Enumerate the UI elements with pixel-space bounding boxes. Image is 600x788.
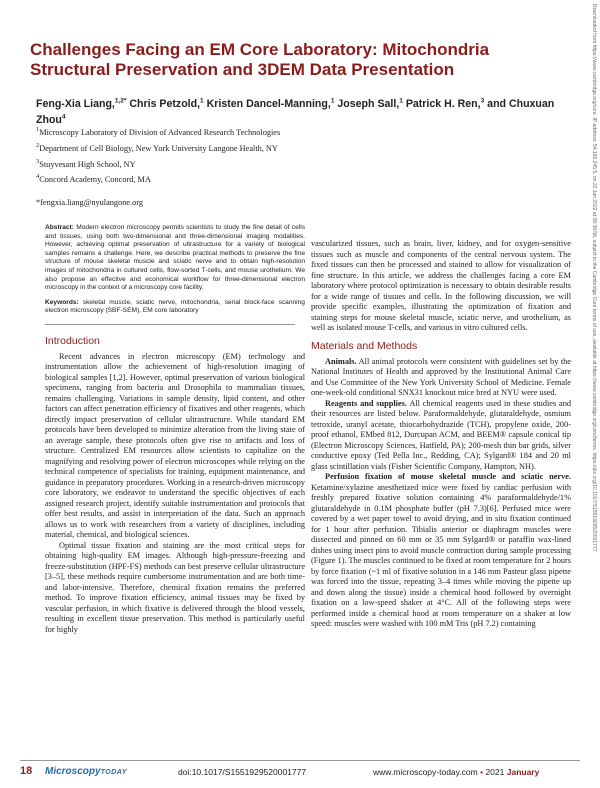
- journal-logo: MicroscopyTODAY: [45, 766, 127, 777]
- animals-paragraph: Animals. All animal protocols were consistent with guidelines set by the National Institutes of Health and approved by the Institutional Animal Care and Use Committee of the New York University School of Medicine. Female one-week-old conditional SNX31 knockout mice bred at NYU were used.: [311, 356, 571, 397]
- affiliation: $^4$Concord Academy, Concord, MA: [36, 173, 151, 185]
- keywords: Keywords: skeletal muscle, sciatic nerve, mitochondria, serial block-face scanning electron microscopy (SBF-SEM), EM core laboratory: [45, 298, 305, 315]
- methods-heading: Materials and Methods: [311, 339, 418, 352]
- affiliation: $^2$Department of Cell Biology, New York University Langone Health, NY: [36, 141, 278, 153]
- continued-paragraph: vascularized tissues, such as brain, liver, kidney, and for oxygen-sensitive tissues such as muscle and components of the central nervous system. The fixed tissues can then be processed and stained to allow for visualization of fine structure. In this article, we address the challenges facing a core EM laboratory where protocol optimization is necessary to obtain desirable results for a wide range of tissues and cells. In the following discussion, we will provide specific examples, illustrating the optimization of fixation and staining steps for mouse skeletal muscle, sciatic nerve, and urothelium, as well as isolated mouse T-cells, and various in vitro cultured cells.: [311, 239, 571, 332]
- journal-website[interactable]: www.microscopy-today.com • 2021 January: [373, 767, 540, 777]
- author: Patrick H. Ren,$^3$: [405, 97, 485, 110]
- footer-divider: [20, 760, 580, 761]
- doi-link[interactable]: doi:10.1017/S1551929520001777: [178, 767, 307, 777]
- author: Kristen Dancel-Manning,$^1$: [206, 97, 335, 110]
- affiliations: [36, 123, 416, 209]
- article-title: Challenges Facing an EM Core Laboratory: Mitochondria Structural Preservation and 3DEM Data Presentation: [30, 40, 490, 79]
- left-column: [45, 208, 305, 635]
- introduction-heading: Introduction: [45, 334, 100, 347]
- download-notice-sidebar: [588, 4, 598, 784]
- author: and Chuxuan Zhou$^4$: [36, 97, 555, 127]
- intro-paragraph-1: Recent advances in electron microscopy (EM) technology and instrumentation allow the achievement of high-resolution imaging of biological samples [1,2]. However, optimal preservation of various biological specimens, ranging from bacteria and Drosophila to mammalian tissues, remains challenging. Variations in sample density, lipid content, and other factors can affect penetration efficiency of fixatives and other reagents, which directly impact preservation of cellular ultrastructure. While standard EM protocols have been developed to minimize alteration from the living state of an average sample, these protocols often give rise to artifacts and loss of structure. Centralized EM resources allow scientists to capitalize on the magnifying and resolving power of electron microscopes while relying on the technical competence of specialists for training, equipment maintenance, and guidance in preparatory procedures. Working in a research-driven microscopy core laboratory, we endeavor to understand the specific objectives of each assigned research project, identify suitable instrumentation and protocols that offer best results, and assist in interpretation of the data. Such an approach allows us to work with researchers from a variety of disciplines, including material, chemical, and biological sciences.: [45, 351, 305, 540]
- page-footer: [0, 760, 600, 788]
- affiliation: $^1$Microscopy Laboratory of Division of Advanced Research Technologies: [36, 126, 281, 137]
- author: Chris Petzold,$^1$: [129, 97, 204, 110]
- corresponding-email[interactable]: *fengxia.liang@nyulangone.org: [36, 198, 144, 208]
- right-column: [311, 239, 571, 630]
- intro-paragraph-2: Optimal tissue fixation and staining are the most critical steps for obtaining high-quality EM images. Although high-pressure-freezing and freeze-substitution (HPF-FS) methods can best preserve cellular ultrastructure [3–5], these methods require cumbersome instrumentation and are both time- and labor-intensive. Therefore, chemical fixation remains the preferred method. To improve fixation efficiency, animal tissues may be fixed by vascular perfusion, in which fixative is delivered through the blood vessels, resulting in excellent tissue preservation. This method is particularly useful for highly: [45, 540, 305, 634]
- divider: [45, 324, 295, 325]
- page-number: 18: [20, 765, 33, 777]
- perfusion-paragraph: Perfusion fixation of mouse skeletal muscle and sciatic nerve. Ketamine/xylazine anesthetized mice were fixed by cardiac perfusion with freshly prepared fixative solution containing 4% paraformaldehyde/1% glutaraldehyde in 0.1M phosphate buffer (pH 7.3)[6]. Perfused mice were covered by a wet paper towel to avoid drying, and in situ fixation continued for 1 hour after perfusion. Tibialis anterior or diaphragm muscles were dissected and pinned on 60 mm or 35 mm Sylgard® or paraffin wax-lined dishes using insect pins to avoid muscle contraction during sample processing (Figure 1). The muscles continued to be fixed at room temperature for 2 hours by force fixation (~1 ml of fixative solution in a 146 mm Pasteur glass pipette was forced into the tissue, repeating 3–4 times while moving the pipette up and down along the tissue) inside a chemical hood followed by overnight fixation on a low-speed shaker at 4°C. All of the following steps were performed inside a chemical hood at room temperature on a shaker at low speed: muscles were washed with 100 mM Tris (pH 7.2) containing: [311, 472, 571, 628]
- download-notice-text[interactable]: Downloaded from https://www.cambridge.org/core. IP address: 54.165.245.5, on 22 Jan 2022 at 08:39:58, subject to the Cambridge Core terms of use, available at https://www.cambridge.org/core/terms. https://doi.org/10.1017/S1551929520001777: [591, 4, 597, 552]
- author: Feng-Xia Liang,$^{1,2*}$: [36, 97, 127, 110]
- author: Joseph Sall,$^1$: [337, 97, 403, 110]
- abstract: Abstract: Modern electron microscopy permits scientists to study the fine detail of cells and tissues, using both two-dimensional and three-dimensional imaging modalities. However, achieving optimal preservation of ultrastructure for a variety of biological samples remains a challenge. Here, we describe practical methods to preserve the fine structure of mouse skeletal muscle and sciatic nerve and to obtain high-resolution images of mitochondria in cultured cells, flow-sorted T-cells, and mouse urothelium. We also propose an effective and economical workflow for three-dimensional electron microscopy in the context of a microscopy core facility.: [45, 224, 305, 292]
- reagents-paragraph: Reagents and supplies. All chemical reagents used in these studies and their resources are listed below. Paraformaldehyde, glutaraldehyde, osmium tetroxide, uranyl acetate, thiocarbohydrazide (TCH), propylene oxide, 200-proof ethanol, EMbed 812, Durcupan ACM, and BEEM® capsule conical tip (Electron Microscopy Sciences, Hatfield, PA); 200-mesh thin bar grids, silver conductive epoxy (Ted Pella Inc., Redding, CA); Sylgard® 184 and 20 ml glass scintillation vials (Fisher Scientific Company, Hampton, NH).: [311, 398, 571, 471]
- affiliation: $^3$Stuyvesant High School, NY: [36, 157, 136, 169]
